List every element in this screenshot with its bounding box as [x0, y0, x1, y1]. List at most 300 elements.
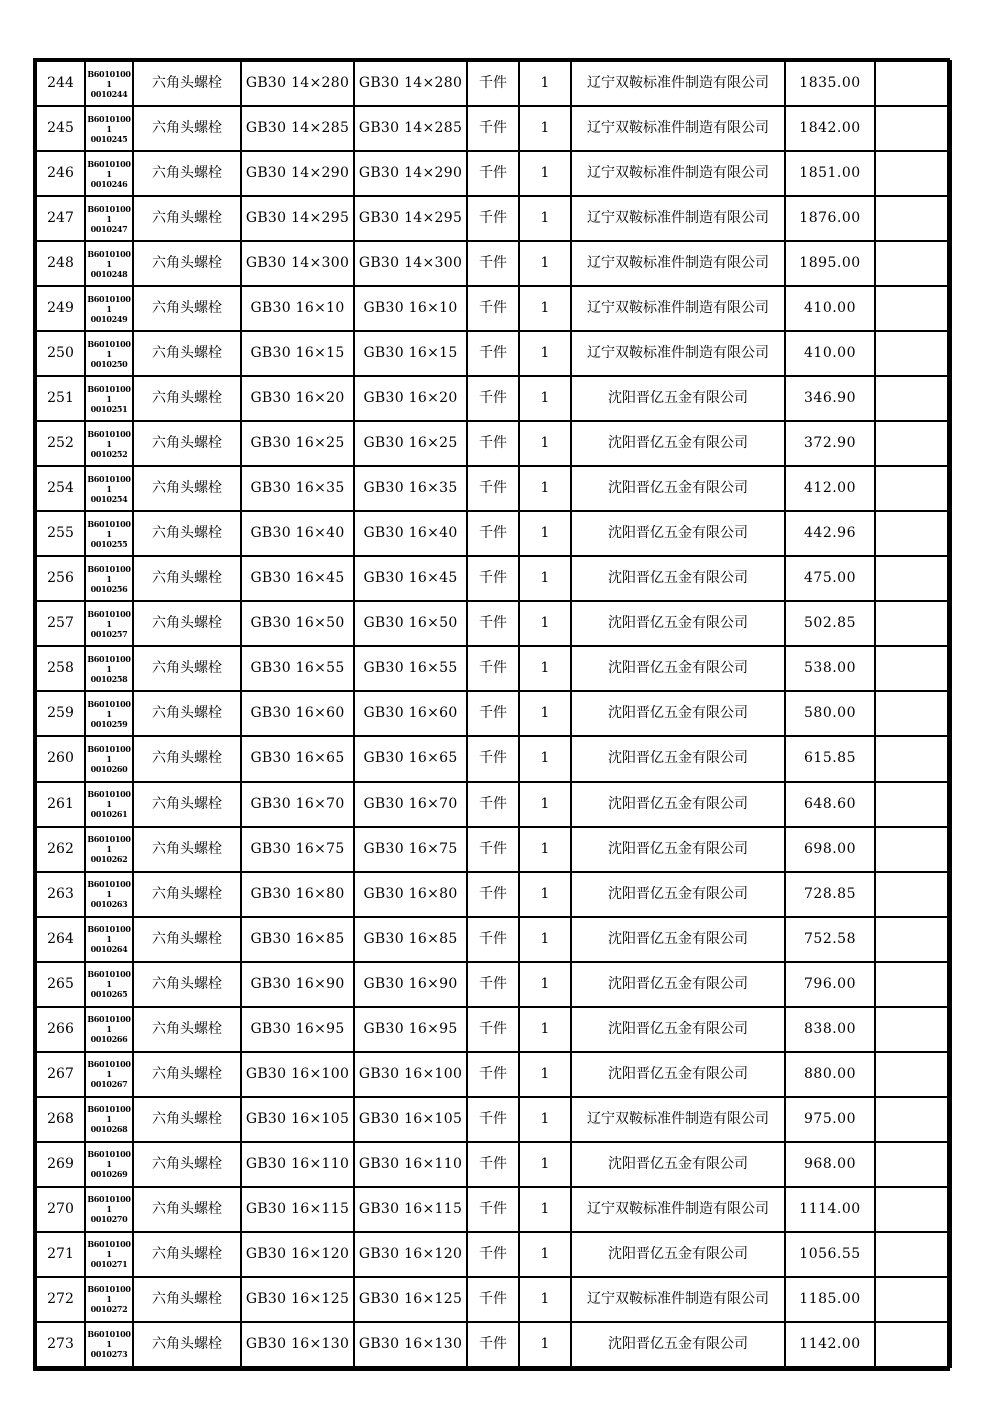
remark-cell — [875, 1007, 951, 1052]
table-row — [36, 601, 951, 646]
material-code-cell — [85, 1187, 133, 1232]
model-cell: GB30 16×115 — [354, 1187, 467, 1232]
supplier-cell: 辽宁双鞍标准件制造有限公司 — [571, 1097, 785, 1142]
remark-cell — [875, 917, 951, 962]
price-cell: 1056.55 — [785, 1232, 875, 1277]
material-code-cell — [85, 782, 133, 827]
material-code-cell — [85, 196, 133, 241]
remark-cell — [875, 106, 951, 151]
supplier-cell: 沈阳晋亿五金有限公司 — [571, 736, 785, 781]
price-cell: 475.00 — [785, 556, 875, 601]
row-number-cell: 254 — [36, 466, 85, 511]
remark-cell — [875, 1187, 951, 1232]
model-cell: GB30 16×45 — [354, 556, 467, 601]
specification-cell: GB30 14×295 — [241, 196, 354, 241]
material-code-cell — [85, 511, 133, 556]
material-code-part2: 0010258 — [90, 673, 128, 684]
material-code-part1: B60101001 — [87, 834, 131, 855]
quantity-cell: 1 — [519, 286, 571, 331]
remark-cell — [875, 286, 951, 331]
specification-cell: GB30 16×45 — [241, 556, 354, 601]
material-code-part1: B60101001 — [87, 879, 131, 900]
unit-cell: 千件 — [467, 962, 519, 1007]
model-cell: GB30 16×50 — [354, 601, 467, 646]
row-number-cell: 252 — [36, 421, 85, 466]
material-code-cell — [85, 151, 133, 196]
material-name-cell: 六角头螺栓 — [133, 376, 241, 421]
material-code-part2: 0010269 — [90, 1169, 128, 1180]
row-number-cell: 259 — [36, 691, 85, 736]
price-cell: 1876.00 — [785, 196, 875, 241]
material-code-part1: B60101001 — [87, 518, 131, 539]
price-cell: 372.90 — [785, 421, 875, 466]
specification-cell: GB30 14×300 — [241, 241, 354, 286]
quantity-cell: 1 — [519, 1142, 571, 1187]
model-cell: GB30 16×110 — [354, 1142, 467, 1187]
supplier-cell: 沈阳晋亿五金有限公司 — [571, 511, 785, 556]
model-cell: GB30 16×25 — [354, 421, 467, 466]
row-number-cell: 246 — [36, 151, 85, 196]
material-code-cell — [85, 1142, 133, 1187]
price-cell: 1142.00 — [785, 1322, 875, 1367]
model-cell: GB30 16×100 — [354, 1052, 467, 1097]
supplier-cell: 沈阳晋亿五金有限公司 — [571, 1232, 785, 1277]
row-number-cell: 249 — [36, 286, 85, 331]
supplier-cell: 沈阳晋亿五金有限公司 — [571, 421, 785, 466]
unit-cell: 千件 — [467, 331, 519, 376]
material-code-part2: 0010261 — [90, 809, 128, 820]
model-cell: GB30 16×85 — [354, 917, 467, 962]
quantity-cell: 1 — [519, 241, 571, 286]
material-code-part2: 0010262 — [90, 854, 128, 865]
material-code-cell — [85, 1052, 133, 1097]
table-row — [36, 421, 951, 466]
material-code-part2: 0010246 — [90, 178, 128, 189]
material-code-part2: 0010267 — [90, 1079, 128, 1090]
unit-cell: 千件 — [467, 646, 519, 691]
material-code-part2: 0010249 — [90, 313, 128, 324]
material-code-part2: 0010248 — [90, 268, 128, 279]
table-row — [36, 376, 951, 421]
supplier-cell: 辽宁双鞍标准件制造有限公司 — [571, 151, 785, 196]
table-row — [36, 286, 951, 331]
specification-cell: GB30 16×60 — [241, 691, 354, 736]
table-row — [36, 241, 951, 286]
material-code-part2: 0010244 — [90, 88, 128, 99]
unit-cell: 千件 — [467, 286, 519, 331]
supplier-cell: 沈阳晋亿五金有限公司 — [571, 917, 785, 962]
material-name-cell: 六角头螺栓 — [133, 1097, 241, 1142]
price-cell: 410.00 — [785, 286, 875, 331]
supplier-cell: 辽宁双鞍标准件制造有限公司 — [571, 1187, 785, 1232]
table-row — [36, 917, 951, 962]
supplier-cell: 沈阳晋亿五金有限公司 — [571, 827, 785, 872]
price-cell: 442.96 — [785, 511, 875, 556]
material-name-cell: 六角头螺栓 — [133, 106, 241, 151]
remark-cell — [875, 601, 951, 646]
specification-cell: GB30 16×10 — [241, 286, 354, 331]
unit-cell: 千件 — [467, 466, 519, 511]
material-code-part1: B60101001 — [87, 698, 131, 719]
material-code-part2: 0010254 — [90, 493, 128, 504]
material-code-part1: B60101001 — [87, 1014, 131, 1035]
unit-cell: 千件 — [467, 1277, 519, 1322]
table-row — [36, 1097, 951, 1142]
price-cell: 410.00 — [785, 331, 875, 376]
supplier-cell: 沈阳晋亿五金有限公司 — [571, 691, 785, 736]
specification-cell: GB30 16×15 — [241, 331, 354, 376]
material-code-cell — [85, 421, 133, 466]
material-code-cell — [85, 376, 133, 421]
material-code-part1: B60101001 — [87, 1104, 131, 1125]
row-number-cell: 255 — [36, 511, 85, 556]
supplier-cell: 沈阳晋亿五金有限公司 — [571, 601, 785, 646]
supplier-cell: 辽宁双鞍标准件制造有限公司 — [571, 196, 785, 241]
material-code-part2: 0010250 — [90, 358, 128, 369]
supplier-cell: 沈阳晋亿五金有限公司 — [571, 1007, 785, 1052]
quantity-cell: 1 — [519, 1052, 571, 1097]
material-name-cell: 六角头螺栓 — [133, 1007, 241, 1052]
row-number-cell: 262 — [36, 827, 85, 872]
model-cell: GB30 16×90 — [354, 962, 467, 1007]
unit-cell: 千件 — [467, 511, 519, 556]
supplier-cell: 沈阳晋亿五金有限公司 — [571, 1142, 785, 1187]
supplier-cell: 辽宁双鞍标准件制造有限公司 — [571, 286, 785, 331]
specification-cell: GB30 16×55 — [241, 646, 354, 691]
material-code-part2: 0010255 — [90, 538, 128, 549]
material-name-cell: 六角头螺栓 — [133, 1322, 241, 1367]
unit-cell: 千件 — [467, 1007, 519, 1052]
material-name-cell: 六角头螺栓 — [133, 1187, 241, 1232]
material-name-cell: 六角头螺栓 — [133, 196, 241, 241]
table-row — [36, 1277, 951, 1322]
supplier-cell: 沈阳晋亿五金有限公司 — [571, 962, 785, 1007]
quantity-cell: 1 — [519, 1007, 571, 1052]
specification-cell: GB30 16×100 — [241, 1052, 354, 1097]
model-cell: GB30 14×300 — [354, 241, 467, 286]
material-name-cell: 六角头螺栓 — [133, 1232, 241, 1277]
material-name-cell: 六角头螺栓 — [133, 962, 241, 1007]
supplier-cell: 辽宁双鞍标准件制造有限公司 — [571, 106, 785, 151]
remark-cell — [875, 1097, 951, 1142]
material-code-cell — [85, 872, 133, 917]
material-code-part1: B60101001 — [87, 428, 131, 449]
supplier-cell: 沈阳晋亿五金有限公司 — [571, 556, 785, 601]
remark-cell — [875, 646, 951, 691]
remark-cell — [875, 1322, 951, 1367]
unit-cell: 千件 — [467, 106, 519, 151]
material-code-part1: B60101001 — [87, 1149, 131, 1170]
price-cell: 346.90 — [785, 376, 875, 421]
specification-cell: GB30 16×90 — [241, 962, 354, 1007]
price-cell: 975.00 — [785, 1097, 875, 1142]
supplier-cell: 沈阳晋亿五金有限公司 — [571, 646, 785, 691]
quantity-cell: 1 — [519, 196, 571, 241]
material-name-cell: 六角头螺栓 — [133, 827, 241, 872]
quantity-cell: 1 — [519, 962, 571, 1007]
material-code-cell — [85, 286, 133, 331]
material-code-part1: B60101001 — [87, 1239, 131, 1260]
remark-cell — [875, 241, 951, 286]
table-row — [36, 1142, 951, 1187]
table-row — [36, 1007, 951, 1052]
material-name-cell: 六角头螺栓 — [133, 736, 241, 781]
material-code-part1: B60101001 — [87, 1284, 131, 1305]
remark-cell — [875, 466, 951, 511]
model-cell: GB30 16×105 — [354, 1097, 467, 1142]
table-row — [36, 691, 951, 736]
supplier-cell: 沈阳晋亿五金有限公司 — [571, 1052, 785, 1097]
quantity-cell: 1 — [519, 827, 571, 872]
material-code-part2: 0010265 — [90, 989, 128, 1000]
model-cell: GB30 16×35 — [354, 466, 467, 511]
quantity-cell: 1 — [519, 1322, 571, 1367]
row-number-cell: 271 — [36, 1232, 85, 1277]
material-code-part2: 0010263 — [90, 899, 128, 910]
material-code-part1: B60101001 — [87, 789, 131, 810]
price-cell: 615.85 — [785, 736, 875, 781]
material-code-part2: 0010273 — [90, 1349, 128, 1360]
material-code-cell — [85, 61, 133, 106]
quantity-cell: 1 — [519, 421, 571, 466]
remark-cell — [875, 1142, 951, 1187]
model-cell: GB30 16×65 — [354, 736, 467, 781]
model-cell: GB30 14×285 — [354, 106, 467, 151]
material-name-cell: 六角头螺栓 — [133, 691, 241, 736]
table-row — [36, 1052, 951, 1097]
material-code-part2: 0010268 — [90, 1124, 128, 1135]
specification-cell: GB30 14×280 — [241, 61, 354, 106]
remark-cell — [875, 151, 951, 196]
material-code-cell — [85, 1322, 133, 1367]
remark-cell — [875, 511, 951, 556]
row-number-cell: 260 — [36, 736, 85, 781]
row-number-cell: 247 — [36, 196, 85, 241]
material-code-cell — [85, 1007, 133, 1052]
quantity-cell: 1 — [519, 466, 571, 511]
material-code-part2: 0010251 — [90, 403, 128, 414]
material-code-cell — [85, 1277, 133, 1322]
model-cell: GB30 16×20 — [354, 376, 467, 421]
material-code-part1: B60101001 — [87, 338, 131, 359]
unit-cell: 千件 — [467, 1052, 519, 1097]
table-row — [36, 872, 951, 917]
specification-cell: GB30 16×115 — [241, 1187, 354, 1232]
material-code-part2: 0010247 — [90, 223, 128, 234]
table-row — [36, 511, 951, 556]
table-row — [36, 1232, 951, 1277]
model-cell: GB30 16×80 — [354, 872, 467, 917]
price-cell: 1851.00 — [785, 151, 875, 196]
model-cell: GB30 16×40 — [354, 511, 467, 556]
unit-cell: 千件 — [467, 151, 519, 196]
row-number-cell: 256 — [36, 556, 85, 601]
model-cell: GB30 16×60 — [354, 691, 467, 736]
table-row — [36, 61, 951, 106]
price-cell: 412.00 — [785, 466, 875, 511]
row-number-cell: 266 — [36, 1007, 85, 1052]
specification-cell: GB30 16×95 — [241, 1007, 354, 1052]
material-code-part1: B60101001 — [87, 1329, 131, 1350]
model-cell: GB30 16×120 — [354, 1232, 467, 1277]
model-cell: GB30 16×55 — [354, 646, 467, 691]
row-number-cell: 270 — [36, 1187, 85, 1232]
material-code-part2: 0010264 — [90, 944, 128, 955]
unit-cell: 千件 — [467, 196, 519, 241]
table-row — [36, 646, 951, 691]
supplier-cell: 辽宁双鞍标准件制造有限公司 — [571, 61, 785, 106]
table-row — [36, 466, 951, 511]
quantity-cell: 1 — [519, 646, 571, 691]
material-code-part2: 0010272 — [90, 1304, 128, 1315]
price-cell: 648.60 — [785, 782, 875, 827]
model-cell: GB30 16×130 — [354, 1322, 467, 1367]
price-cell: 698.00 — [785, 827, 875, 872]
unit-cell: 千件 — [467, 1322, 519, 1367]
price-table — [35, 60, 952, 1368]
specification-cell: GB30 14×285 — [241, 106, 354, 151]
material-name-cell: 六角头螺栓 — [133, 601, 241, 646]
model-cell: GB30 16×95 — [354, 1007, 467, 1052]
row-number-cell: 258 — [36, 646, 85, 691]
unit-cell: 千件 — [467, 1142, 519, 1187]
unit-cell: 千件 — [467, 691, 519, 736]
table-row — [36, 196, 951, 241]
model-cell: GB30 14×280 — [354, 61, 467, 106]
material-name-cell: 六角头螺栓 — [133, 466, 241, 511]
material-code-part1: B60101001 — [87, 924, 131, 945]
table-row — [36, 331, 951, 376]
unit-cell: 千件 — [467, 1232, 519, 1277]
material-name-cell: 六角头螺栓 — [133, 872, 241, 917]
specification-cell: GB30 16×130 — [241, 1322, 354, 1367]
material-code-cell — [85, 241, 133, 286]
material-code-part2: 0010252 — [90, 448, 128, 459]
table-row — [36, 1322, 951, 1367]
quantity-cell: 1 — [519, 376, 571, 421]
material-code-cell — [85, 106, 133, 151]
row-number-cell: 273 — [36, 1322, 85, 1367]
material-code-part2: 0010271 — [90, 1259, 128, 1270]
material-code-cell — [85, 691, 133, 736]
material-code-part1: B60101001 — [87, 383, 131, 404]
material-name-cell: 六角头螺栓 — [133, 556, 241, 601]
row-number-cell: 250 — [36, 331, 85, 376]
remark-cell — [875, 736, 951, 781]
model-cell: GB30 16×10 — [354, 286, 467, 331]
price-cell: 538.00 — [785, 646, 875, 691]
remark-cell — [875, 1277, 951, 1322]
price-cell: 580.00 — [785, 691, 875, 736]
supplier-cell: 沈阳晋亿五金有限公司 — [571, 1322, 785, 1367]
material-code-part2: 0010259 — [90, 718, 128, 729]
material-code-cell — [85, 1232, 133, 1277]
quantity-cell: 1 — [519, 736, 571, 781]
table-row — [36, 962, 951, 1007]
unit-cell: 千件 — [467, 241, 519, 286]
unit-cell: 千件 — [467, 1187, 519, 1232]
material-code-part2: 0010266 — [90, 1034, 128, 1045]
row-number-cell: 268 — [36, 1097, 85, 1142]
specification-cell: GB30 16×75 — [241, 827, 354, 872]
material-name-cell: 六角头螺栓 — [133, 782, 241, 827]
quantity-cell: 1 — [519, 782, 571, 827]
price-cell: 796.00 — [785, 962, 875, 1007]
unit-cell: 千件 — [467, 556, 519, 601]
unit-cell: 千件 — [467, 736, 519, 781]
price-cell: 1835.00 — [785, 61, 875, 106]
row-number-cell: 272 — [36, 1277, 85, 1322]
table-body — [36, 61, 951, 1367]
material-code-part1: B60101001 — [87, 248, 131, 269]
material-name-cell: 六角头螺栓 — [133, 151, 241, 196]
quantity-cell: 1 — [519, 61, 571, 106]
row-number-cell: 264 — [36, 917, 85, 962]
table-row — [36, 556, 951, 601]
price-cell: 838.00 — [785, 1007, 875, 1052]
remark-cell — [875, 61, 951, 106]
quantity-cell: 1 — [519, 872, 571, 917]
price-cell: 502.85 — [785, 601, 875, 646]
quantity-cell: 1 — [519, 691, 571, 736]
table-row — [36, 782, 951, 827]
specification-cell: GB30 16×125 — [241, 1277, 354, 1322]
specification-cell: GB30 16×110 — [241, 1142, 354, 1187]
material-code-cell — [85, 962, 133, 1007]
table-row — [36, 151, 951, 196]
remark-cell — [875, 872, 951, 917]
specification-cell: GB30 16×70 — [241, 782, 354, 827]
unit-cell: 千件 — [467, 61, 519, 106]
row-number-cell: 267 — [36, 1052, 85, 1097]
material-code-part1: B60101001 — [87, 293, 131, 314]
quantity-cell: 1 — [519, 917, 571, 962]
material-code-cell — [85, 827, 133, 872]
material-code-part1: B60101001 — [87, 1059, 131, 1080]
quantity-cell: 1 — [519, 1187, 571, 1232]
quantity-cell: 1 — [519, 151, 571, 196]
row-number-cell: 265 — [36, 962, 85, 1007]
table-row — [36, 736, 951, 781]
specification-cell: GB30 16×25 — [241, 421, 354, 466]
material-name-cell: 六角头螺栓 — [133, 1052, 241, 1097]
price-cell: 1185.00 — [785, 1277, 875, 1322]
material-code-part1: B60101001 — [87, 743, 131, 764]
supplier-cell: 沈阳晋亿五金有限公司 — [571, 466, 785, 511]
material-code-part1: B60101001 — [87, 1194, 131, 1215]
material-code-cell — [85, 1097, 133, 1142]
supplier-cell: 辽宁双鞍标准件制造有限公司 — [571, 1277, 785, 1322]
material-name-cell: 六角头螺栓 — [133, 1142, 241, 1187]
row-number-cell: 257 — [36, 601, 85, 646]
quantity-cell: 1 — [519, 1277, 571, 1322]
supplier-cell: 沈阳晋亿五金有限公司 — [571, 872, 785, 917]
table-row — [36, 827, 951, 872]
material-code-part1: B60101001 — [87, 203, 131, 224]
quantity-cell: 1 — [519, 511, 571, 556]
specification-cell: GB30 16×80 — [241, 872, 354, 917]
material-name-cell: 六角头螺栓 — [133, 1277, 241, 1322]
price-cell: 880.00 — [785, 1052, 875, 1097]
remark-cell — [875, 962, 951, 1007]
supplier-cell: 辽宁双鞍标准件制造有限公司 — [571, 241, 785, 286]
unit-cell: 千件 — [467, 376, 519, 421]
table-row — [36, 106, 951, 151]
supplier-cell: 辽宁双鞍标准件制造有限公司 — [571, 331, 785, 376]
specification-cell: GB30 16×105 — [241, 1097, 354, 1142]
remark-cell — [875, 331, 951, 376]
material-code-part2: 0010256 — [90, 583, 128, 594]
